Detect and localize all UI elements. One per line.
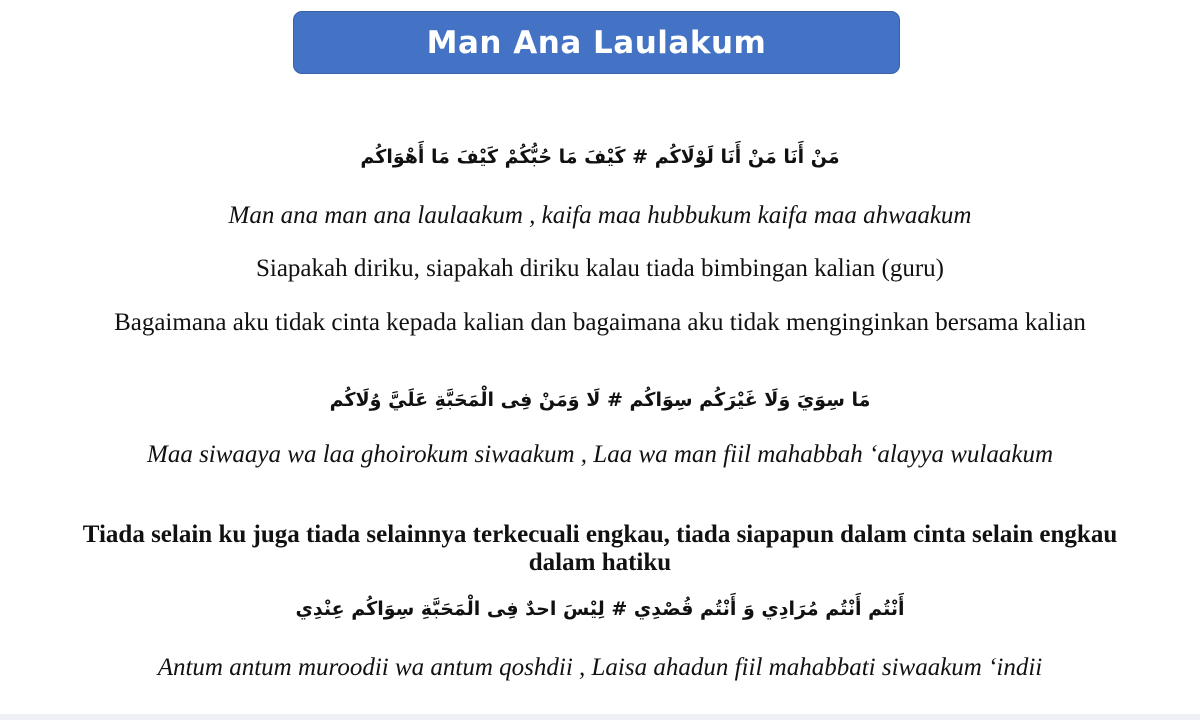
page-title: Man Ana Laulakum (426, 24, 767, 61)
verse-1-translation-2: Bagaimana aku tidak cinta kepada kalian dan bagaimana aku tidak menginginkan bersama kalian (114, 309, 1086, 336)
title-banner (293, 11, 900, 74)
bottom-divider (0, 714, 1200, 720)
verse-2-arabic: مَا سِوَيَ وَلَا غَيْرَكُم سِوَاكُم # لَا وَمَنْ فِى الْمَحَبَّةِ عَلَيَّ وُلَاكُم (329, 389, 871, 411)
verse-1-translation: Siapakah diriku, siapakah diriku kalau tiada bimbingan kalian (guru) (255, 255, 944, 282)
verse-2-translation: Tiada selain ku juga tiada selainnya terkecuali engkau, tiada siapapun dalam cinta selain engkau dalam hatiku (82, 521, 1118, 576)
verse-3-latin: Antum antum muroodii wa antum qoshdii , Laisa ahadun fiil mahabbati siwaakum ‘indii (157, 654, 1043, 681)
verse-1-latin: Man ana man ana laulaakum , kaifa maa hubbukum kaifa maa ahwaakum (228, 202, 972, 229)
verse-2-latin: Maa siwaaya wa laa ghoirokum siwaakum , Laa wa man fiil mahabbah ‘alayya wulaakum (147, 441, 1053, 468)
verse-1-arabic: مَنْ أَنَا مَنْ أَنَا لَوْلَاكُم # كَيْفَ مَا حُبُّكُمْ كَيْفَ مَا أَهْوَاكُم (360, 146, 840, 168)
verse-3-arabic: أَنْتُم أَنْتُم مُرَادِي وَ أَنْتُم قُصْدِي # لِيْسَ احدٌ فِى الْمَحَبَّةِ سِوَاكُم عِنْدِي (295, 598, 905, 620)
